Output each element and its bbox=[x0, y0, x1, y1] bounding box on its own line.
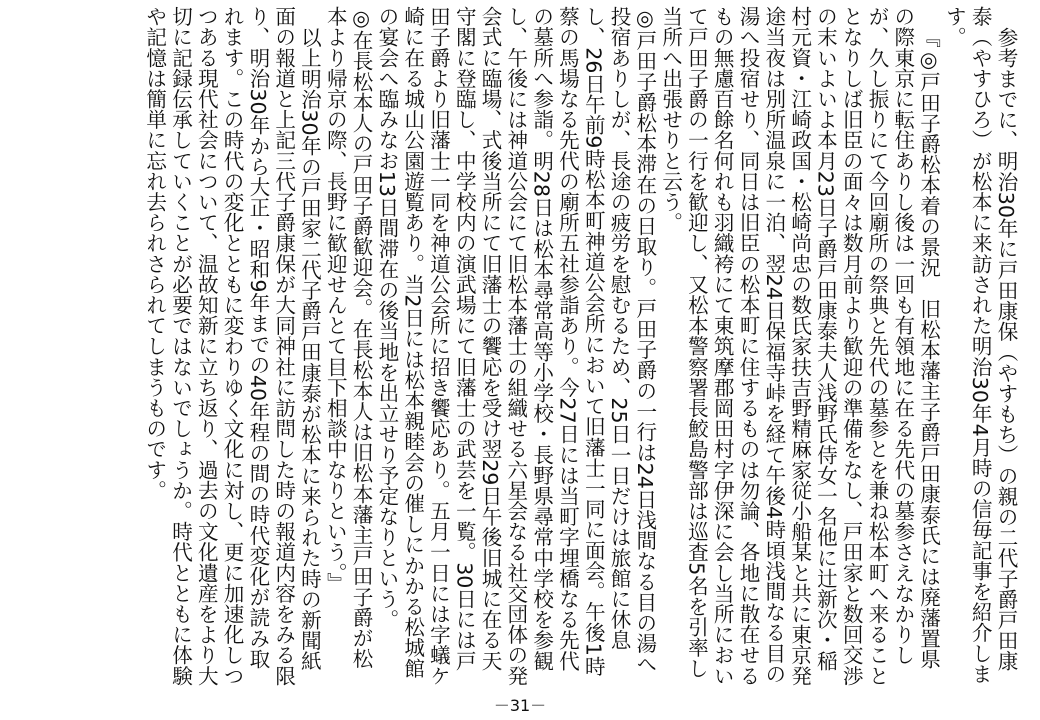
page-number: －31－ bbox=[493, 696, 547, 715]
quote-paragraph-arrival: 『◎戸田子爵松本着の景況 旧松本藩主子爵戸田康泰氏には廃藩置県の際東京に転住ありし後は一回も有領地に在る先代の墓参さえなかりしが、久し振りにて今回廟所の祭典と先代の墓参とを兼ね松本町へ来ることとなりしば旧臣の面々は数月前より歓迎の準備をなし、戸田家と数回交渉の末いよいよ本月23日子爵戸田康泰夫人浅野氏侍女一名他に辻新次・稲村元資・江崎政国・松崎尚忠の数氏家扶吉野精麻家従小船某と共に東京発途当夜は別所温泉に一泊、翌24日保福寺峠を経て午後4時頃浅間なる目の湯へ投宿せり、同日は旧臣の松本町に住するものは勿論、各地に散在せるもの無慮百餘名何れも羽織袴にて東筑摩郡岡田村字伊深に会し当所において戸田子爵の一行を歓迎し、又松本警察署長鮫島警部は巡査5名を引率し当所へ出張せりと云う。 bbox=[658, 6, 941, 686]
closing-paragraph: 以上明治30年の戸田家二代子爵戸田康泰が松本に来られた時の新聞紙面の報道と上記三代子爵康保が大同神社に訪問した時の報道内容をみる限り、明治30年から大正・昭和9年までの40年程の間の時代変化が読み取れます。この時代の変化とともに変わりゆく文化に対し、更に加速化しつつある現代社会について、温故知新に立ち返り、過去の文化遺産をより大切に記録伝承していくことが必要ではないでしょうか。時代とともに体験や記憶は簡単に忘れ去られさられてしまうものです。 bbox=[142, 6, 322, 686]
vertical-text-body bbox=[141, 6, 1018, 686]
intro-paragraph: 参考までに、明治30年に戸田康保（やすもち）の親の二代子爵戸田康泰（やすひろ）が松本に来訪された明治30年4月時の信毎記事を紹介します。 bbox=[942, 6, 1018, 684]
quote-paragraph-schedule: ◎戸田子爵松本滞在の日取り。戸田子爵の一行は24日浅間なる目の湯へ投宿ありしが、長途の疲労を慰むるため、25日一日だけは旅館に休息し、26日午前9時松本町神道公会所において旧藩士一同に面会。午後1時蔡の馬場なる先代の廟所五社参詣あり。今27日には当町字埋橋なる先代の墓所へ参詣。明28日は松本尋常高等小学校・長野県尋常中学校を参観し、午後には神道公会にて旧松本藩士の組織せる六星会なる社交団体の発会式に臨場、式後当所にて旧藩士の饗応を受け翌29日午後旧城に在る天守閣に登臨し、中学校内の演武場にて旧藩士の武芸を一覧。30日には戸田子爵より旧藩士一同を神道公会所に招き饗応あり。五月一日には字蟻ケ崎に在る城山公園遊覧あり。当2日には松本親睦会の催しにかかる松城館の宴会へ臨みなお13日間滞在の後当地を出立せり予定なりという。 bbox=[374, 6, 657, 686]
quote-paragraph-welcome: ◎在長松本人の戸田子爵歓迎会。在長松本人は旧松本藩主戸田子爵が松本より帰京の際、長野に歓迎せんとて目下相談中なりという。』 bbox=[323, 6, 374, 669]
